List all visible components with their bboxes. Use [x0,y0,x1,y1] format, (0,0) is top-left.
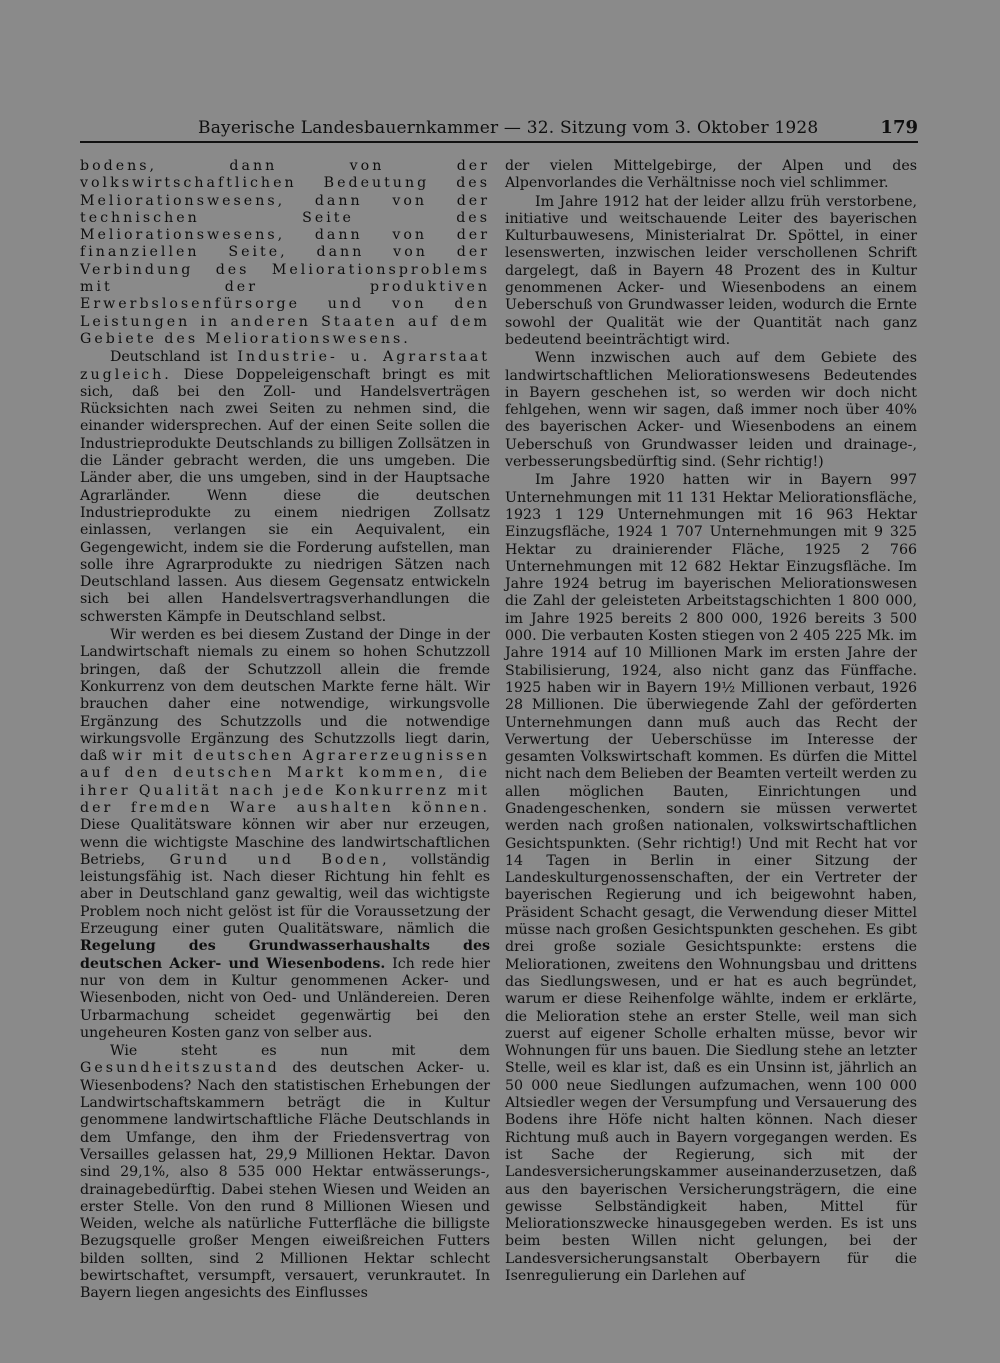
paragraph-text: , vollständig leistungsfähig ist. Nach dieser Richtung hin fehlt es aber in Deutschland ganz gewaltig, weil das wichtigste Problem noch nicht gelöst ist für die Voraussetzung der Erzeugung einer guten Qualitätsware, nämlich die [80,851,490,938]
paragraph [80,627,490,1042]
header-rule [80,141,918,143]
paragraph-text: Ich rede hier nur von dem in Kultur genommenen Acker- und Wiesenboden, nicht von Oed- und Unländereien. Deren Urbarmachung scheidet gegenwärtig bei den ungeheuren Kosten ganz von selber aus. [80,955,490,1041]
paragraph-text: Deutschland ist [110,349,238,366]
paragraph [80,158,490,348]
left-column [80,158,490,1303]
paragraph: Im Jahre 1920 hatten wir in Bayern 997 Unternehmungen mit 11 131 Hektar Meliorationsfläche, 1923 1 129 Unternehmungen mit 16 963 Hektar Einzugsfläche, 1924 1 707 Unternehmungen mit 9 325 Hektar zu drainierender Fläche, 1925 2 766 Unternehmungen mit 12 682 Hektar Einzugsfläche. Im Jahre 1924 betrug im bayerischen Meliorationswesen die Zahl der geleisteten Arbeitstagschichten 1 800 000, im Jahre 1925 bereits 2 800 000, 1926 bereits 3 500 000. Die verbauten Kosten stiegen von 2 405 225 Mk. im Jahre 1914 auf 10 Millionen Mark im ersten Jahre der Stabilisierung, 1924, also nicht ganz das Fünffache. 1925 haben wir in Bayern 19½ Millionen verbaut, 1926 28 Millionen. Die überwiegende Zahl der geförderten Unternehmungen dann muß auch das Recht der Verwertung der Ueberschüsse im Interesse der gesamten Volkswirtschaft kommen. Es dürfen die Mittel nicht nach dem Belieben der Beamten verteilt werden zu allen möglichen Bauten, Einrichtungen und Gnadengeschenken, sondern sie müssen verwertet werden nach großen nationalen, volkswirtschaftlichen Gesichtspunkten. (Sehr richtig!) Und mit Recht hat vor 14 Tagen in Berlin in einer Sitzung der Landeskulturgenossenschaften, der ein Vertreter der bayerischen Regierung und ich beigewohnt haben, Präsident Schacht gesagt, die Verwendung dieser Mittel müsse nach großen Gesichtspunkten geschehen. Es gibt drei große soziale Gesichtspunkte: erstens die Meliorationen, zweitens den Wohnungsbau und drittens das Siedlungswesen, und er hat es auch begründet, warum er diese Reihenfolge wählte, indem er erklärte, die Melioration stehe an erster Stelle, weil man sich zuerst auf eigener Scholle erhalten müsse, bevor wir Wohnungen für uns bauen. Die Siedlung stehe an letzter Stelle, weil es klar ist, daß es ein Unsinn ist, jährlich an 50 000 neue Siedlungen aufzumachen, wenn 100 000 Altsiedler wegen der Versumpfung und Versauerung des Bodens ihre Höfe nicht halten können. Nach dieser Richtung muß auch in Bayern vorgegangen werden. Es ist Sache der Regierung, sich mit der Landesversicherungskammer auseinanderzusetzen, daß aus den bayerischen Versicherungsträgern, die eine gewisse Selbständigkeit haben, Mittel für Meliorationszwecke hinausgegeben werden. Es ist uns beim besten Willen nicht gelungen, bei der Landesversicherungsanstalt Oberbayern für die Isenregulierung ein Darlehen auf [505,472,917,1284]
paragraph: Wenn inzwischen auch auf dem Gebiete des landwirtschaftlichen Meliorationswesens Bedeutendes in Bayern geschehen ist, so werden wir doch nicht fehlgehen, wenn wir sagen, daß immer noch über 40% des bayerischen Acker- und Wiesenbodens an einem Ueberschuß von Grundwasser leiden und drainage-, verbesserungsbedürftig sind. (Sehr richtig!) [505,350,917,471]
paragraph-text: Wie steht es nun mit dem [110,1043,490,1060]
paragraph [80,1043,490,1302]
paragraph-text: Diese Doppeleigenschaft bringt es mit sich, daß bei den Zoll- und Handelsverträgen Rücksichten nach zwei Seiten zu nehmen sind, die einander widersprechen. Auf der einen Seite sollen die Industrieprodukte Deutschlands zu billigen Zollsätzen in die Länder gebracht werden, die uns umgeben. Die Länder aber, die uns umgeben, sind in der Hauptsache Agrarländer. Wenn diese die deutschen Industrieprodukte zu einem niedrigen Zollsatz einlassen, verlangen sie ein Aequivalent, ein Gegengewicht, indem sie die Forderung aufstellen, man solle ihre Agrarprodukte zu niedrigen Sätzen nach Deutschland lassen. Aus diesem Gegensatz entwickeln sich bei allen Handelsvertragsverhandlungen die schwersten Kämpfe in Deutschland selbst. [80,366,490,625]
paragraph-text: des deutschen Acker- u. Wiesenbodens? Nach den statistischen Erhebungen der Landwirtschaftskammern beträgt die in Kultur genommene landwirtschaftliche Fläche Deutschlands in dem Umfange, den ihm der Friedensvertrag von Versailles gelassen hat, 29,9 Millionen Hektar. Davon sind 29,1%, also 8 535 000 Hektar entwässerungs-, drainagebedürftig. Dabei stehen Wiesen und Weiden an erster Stelle. Von den rund 8 Millionen Wiesen und Weiden, welche als natürliche Futterfläche die billigste Bezugsquelle großer Mengen eiweißreichen Futters bilden sollten, sind 2 Millionen Hektar schlecht bewirtschaftet, versumpft, versauert, verunkrautet. In Bayern liegen angesichts des Einflusses [80,1060,490,1302]
bold-emphasis: Regelung des Grundwasserhaushalts des deutschen Acker- und Wiesenbodens. [80,938,490,972]
spaced-emphasis: Industrie- u. Agrarstaat zugleich. [80,349,490,383]
spaced-emphasis: Gesundheitszustand [80,1060,280,1077]
paragraph [80,349,490,626]
running-title: Bayerische Landesbauernkammer — 32. Sitzung vom 3. Oktober 1928 [198,118,819,138]
right-column [505,158,917,1285]
paragraph-text: Diese Qualitätsware können wir aber nur erzeugen, wenn die wichtigste Maschine des landwirtschaftlichen Betriebs, [80,817,490,868]
page-number: 179 [880,117,918,138]
running-header [80,118,918,140]
paragraph-text: bodens, dann von der volkswirtschaftlichen Bedeutung des Meliorationswesens, dann von der technischen Seite des Meliorationswesens, dann von der finanziellen Seite, dann von der Verbindung des Meliorationsproblems mit der produktiven Erwerbslosenfürsorge und von den Leistungen in anderen Staaten auf dem Gebiete des Meliorationswesens. [80,158,490,347]
spaced-emphasis: Grund und Boden [169,851,383,868]
paragraph: Im Jahre 1912 hat der leider allzu früh verstorbene, initiative und weitschauende Leiter des bayerischen Kulturbauwesens, Ministerialrat Dr. Spöttel, in einer lesenswerten, inzwischen leider verschollenen Schrift dargelegt, daß in Bayern 48 Prozent des in Kultur genommenen Acker- und Wiesenbodens an einem Ueberschuß von Grundwasser leiden, wodurch die Ernte sowohl der Qualität wie der Quantität nach ganz bedeutend beeinträchtigt wird. [505,193,917,348]
spaced-emphasis: wir mit deutschen Agrarerzeugnissen auf den deutschen Markt kommen, die ihrer Qualität nach jede Konkurrenz mit der fremden Ware aushalten können. [80,748,490,816]
paragraph-text: Wir werden es bei diesem Zustand der Dinge in der Landwirtschaft niemals zu einem so hohen Schutzzoll bringen, daß der Schutzzoll allein die fremde Konkurrenz von dem deutschen Markte ferne hält. Wir brauchen daher eine notwendige, wirkungsvolle Ergänzung des Schutzzolls und die notwendige wirkungsvolle Ergänzung des Schutzzolls liegt darin, daß [80,627,490,765]
paragraph: der vielen Mittelgebirge, der Alpen und des Alpenvorlandes die Verhältnisse noch viel schlimmer. [505,158,917,192]
